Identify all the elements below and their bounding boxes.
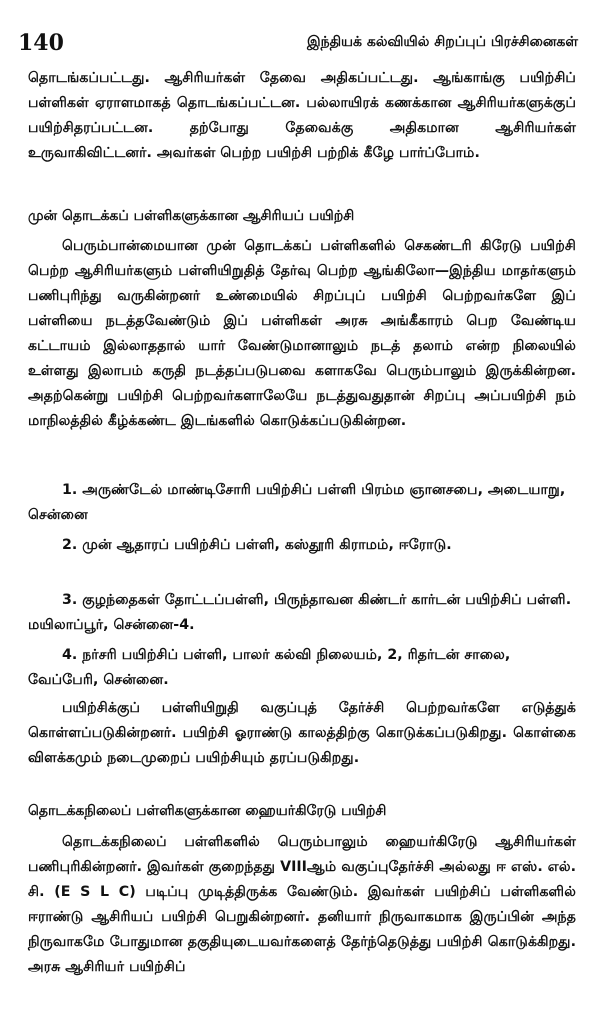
page-number: 140 — [18, 30, 64, 56]
running-title: இந்தியக் கல்வியில் சிறப்புப் பிரச்சினைகள் — [306, 34, 578, 50]
list-item: 4. நர்சரி பயிற்சிப் பள்ளி, பாலர் கல்வி நிலையம், 2, ரிதர்டன் சாலை, வேப்பேரி, சென்னை. — [28, 647, 511, 688]
paragraph-primary: தொடக்கநிலைப் பள்ளிகளில் பெரும்பாலும் ஹையர்கிரேடு ஆசிரியர்கள் பணிபுரிகின்றனர். இவர்கள் குறைந்தது VIIIஆம் வகுப்புதேர்ச்சி அல்லது ஈ எஸ். எல். சி. (E S L C) படிப்பு முடித்திருக்க வேண்டும். இவர்கள் பயிற்சிப் பள்ளிகளில் ஈராண்டு ஆசிரியப் பயிற்சி பெறுகின்றனர். தனியார் நிருவாகமாக இருப்பின் அந்த நிருவாகமே போதுமான தகுதியுடையவர்களைத் தேர்ந்தெடுத்து பயிற்சி கொடுக்கிறது. அரசு ஆசிரியர் பயிற்சிப் — [28, 834, 576, 975]
section-heading-preprimary: முன் தொடக்கப் பள்ளிகளுக்கான ஆசிரியப் பயிற்சி — [28, 208, 355, 224]
list-item: 3. குழந்தைகள் தோட்டப்பள்ளி, பிருந்தாவன கிண்டர் கார்டன் பயிற்சிப் பள்ளி. மயிலாப்பூர், சென்னை-4. — [28, 592, 572, 633]
section-heading-primary: தொடக்கநிலைப் பள்ளிகளுக்கான ஹையர்கிரேடு பயிற்சி — [28, 803, 387, 819]
paragraph-intro: தொடங்கப்பட்டது. ஆசிரியர்கள் தேவை அதிகப்பட்டது. ஆங்காங்கு பயிற்சிப் பள்ளிகள் ஏராளமாகத் தொடங்கப்பட்டன. பல்லாயிரக் கணக்கான ஆசிரியர்களுக்குப் பயிற்சிதரப்பட்டன. தற்போது தேவைக்கு அதிகமான ஆசிரியர்கள் உருவாகிவிட்டனர். அவர்கள் பெற்ற பயிற்சி பற்றிக் கீழே பார்ப்போம். — [28, 70, 576, 161]
paragraph-eligibility: பயிற்சிக்குப் பள்ளியிறுதி வகுப்புத் தேர்ச்சி பெற்றவர்களே எடுத்துக் கொள்ளப்படுகின்றனர். பயிற்சி ஓராண்டு காலத்திற்கு கொடுக்கப்படுகிறது. கொள்கை விளக்கமும் நடைமுறைப் பயிற்சியும் தரப்படுகிறது. — [28, 700, 576, 766]
paragraph-preprimary: பெரும்பான்மையான முன் தொடக்கப் பள்ளிகளில் செகண்டரி கிரேடு பயிற்சி பெற்ற ஆசிரியர்களும் பள்ளியிறுதித் தேர்வு பெற்ற ஆங்கிலோ—இந்திய மாதர்களும் பணிபுரிந்து வருகின்றனர் உண்மையில் சிறப்புப் பயிற்சி பெற்றவர்களே இப் பள்ளியை நடத்தவேண்டும் இப் பள்ளிகள் அரசு அங்கீகாரம் பெற வேண்டிய கட்டாயம் இல்லாததால் யார் வேண்டுமானாலும் நடத் தலாம் என்ற நிலையில் உள்ளது இலாபம் கருதி நடத்தப்படுபவை களாகவே பெரும்பாலும் இருக்கின்றன. அதற்கென்று பயிற்சி பெற்றவர்களாலேயே நடத்துவதுதான் சிறப்பு அப்பயிற்சி நம் மாநிலத்தில் கீழ்க்கண்ட இடங்களில் கொடுக்கப்படுகின்றன. — [28, 238, 576, 429]
page-header — [18, 28, 578, 58]
list-item: 2. முன் ஆதாரப் பயிற்சிப் பள்ளி, கஸ்தூரி கிராமம், ஈரோடு. — [62, 537, 452, 553]
list-item: 1. அருண்டேல் மாண்டிசோரி பயிற்சிப் பள்ளி பிரம்ம ஞானசபை, அடையாறு, சென்னை — [28, 482, 566, 523]
